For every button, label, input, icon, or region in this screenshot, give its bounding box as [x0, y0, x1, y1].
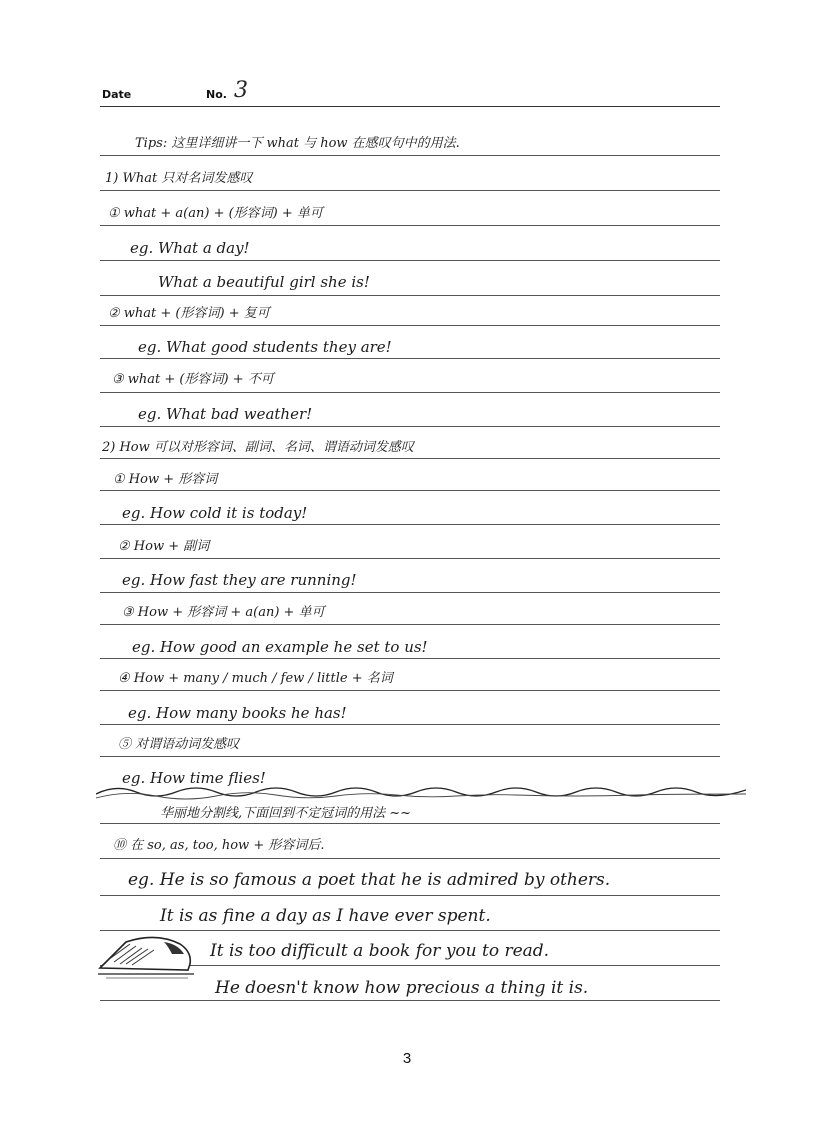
note-line: What a beautiful girl she is! — [158, 273, 370, 291]
note-line: ① what + a(an) + (形容词) + 单可 — [108, 206, 323, 221]
note-line: He doesn't know how precious a thing it is. — [215, 978, 589, 998]
note-line: ② How + 副词 — [118, 539, 210, 554]
note-line: 2) How 可以对形容词、副词、名词、谓语动词发感叹 — [102, 440, 414, 455]
date-label: Date — [102, 88, 132, 101]
no-label: No. — [206, 88, 227, 101]
note-line: It is as fine a day as I have ever spent. — [160, 906, 491, 926]
note-line: ⑩ 在 so, as, too, how + 形容词后. — [113, 838, 325, 853]
note-line: eg. What bad weather! — [138, 405, 313, 423]
wavy-divider-icon — [96, 780, 746, 804]
note-line: eg. How cold it is today! — [122, 504, 308, 522]
note-line: It is too difficult a book for you to read. — [210, 941, 550, 961]
note-line: ④ How + many / much / few / little + 名词 — [118, 671, 393, 686]
note-line: ③ what + (形容词) + 不可 — [112, 372, 274, 387]
note-line: eg. How fast they are running! — [122, 571, 357, 589]
note-line: eg. He is so famous a poet that he is admired by others. — [128, 870, 611, 890]
note-line: ③ How + 形容词 + a(an) + 单可 — [122, 605, 325, 620]
note-line: eg. How time flies! — [122, 769, 266, 787]
note-line: 华丽地分割线,下面回到不定冠词的用法 ~~ — [160, 806, 412, 821]
page-no-value: 3 — [234, 78, 248, 103]
note-line: ⑤ 对谓语动词发感叹 — [118, 737, 240, 752]
note-line: eg. What a day! — [130, 239, 250, 257]
note-line: 1) What 只对名词发感叹 — [105, 171, 253, 186]
note-line: eg. How many books he has! — [128, 704, 347, 722]
note-line: Tips: 这里详细讲一下 what 与 how 在感叹句中的用法. — [135, 136, 460, 151]
bullet-train-icon — [96, 922, 196, 982]
note-line: eg. What good students they are! — [138, 338, 392, 356]
note-line: ② what + (形容词) + 复可 — [108, 306, 270, 321]
note-line: ① How + 形容词 — [113, 472, 218, 487]
page-number: 3 — [402, 1050, 412, 1067]
note-line: eg. How good an example he set to us! — [132, 638, 428, 656]
